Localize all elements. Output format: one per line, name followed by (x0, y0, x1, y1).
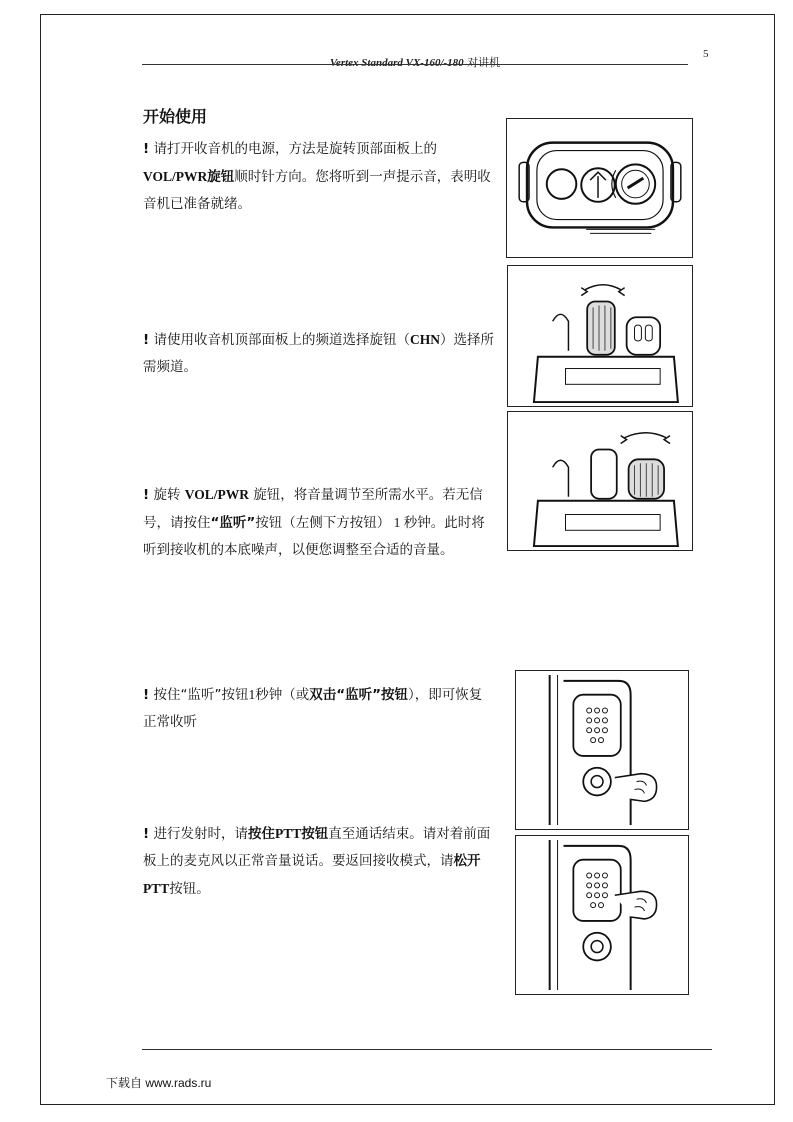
step-text: 按钮（左侧下方按钮） (255, 515, 391, 531)
step-text: 顺时针方向。您将听到一声提示音，表明收音机已准备就绪。 (143, 169, 491, 212)
step-text: 按钮。 (169, 881, 210, 897)
top-panel-illustration (507, 119, 692, 257)
step-text: 进行发射时，请 (149, 826, 248, 842)
step-text: VOL/PWR (143, 169, 208, 184)
step-text: PTT (143, 881, 170, 896)
step-text: 旋钮，将音量调节至所需水平。若无信号，请按住 (143, 487, 483, 531)
step-text: ），即可恢复正常收听 (143, 687, 483, 730)
figure-monitor-button (515, 670, 689, 830)
header-rule (142, 64, 688, 65)
section-title: 开始使用 (143, 107, 208, 126)
figure-top-panel (506, 118, 693, 258)
page-number: 5 (703, 48, 709, 60)
step-volume-adjust (143, 481, 495, 564)
step-text: 请使用收音机顶部面板上的频道选择旋钮（ (149, 332, 410, 348)
header-model: Vertex Standard VX-160/-180 (329, 57, 464, 69)
figure-volume-knob (507, 411, 693, 551)
step-text: 旋钮 (207, 169, 235, 185)
ptt-button-illustration (516, 836, 688, 994)
step-bullet: ! (143, 332, 150, 348)
step-monitor-hold (143, 681, 495, 736)
step-text: 双击“监听”按钮 (309, 687, 408, 703)
monitor-button-illustration (516, 671, 688, 829)
step-transmit (143, 820, 495, 903)
step-text: 秒钟。此时将听到接收机的本底噪声，以便您调整至合适的音量。 (143, 515, 485, 558)
step-text: 按住 (247, 826, 275, 842)
header-suffix: 对讲机 (463, 56, 501, 69)
footer-source: 下载自 www.rads.ru (106, 1076, 212, 1090)
figure-channel-knob (507, 265, 693, 407)
footer-rule (142, 1049, 712, 1050)
step-bullet: ! (143, 487, 150, 503)
step-text: 松开 (453, 853, 481, 869)
step-bullet: ! (143, 826, 150, 842)
figure-ptt-button (515, 835, 689, 995)
step-text: 请打开收音机的电源，方法是旋转顶部面板上的 (149, 141, 437, 157)
step-text: “监听” (210, 515, 256, 531)
step-text: ）选择所需频道。 (143, 332, 494, 375)
step-channel-select (143, 326, 495, 381)
step-text: 1 (248, 687, 256, 702)
step-text: VOL/PWR (184, 487, 249, 502)
step-text: 按钮 (301, 826, 329, 842)
step-text: 直至通话结束。请对着前面板上的麦克风以正常音量说话。要返回接收模式，请 (143, 826, 491, 869)
channel-knob-illustration (508, 266, 692, 406)
step-power-on (143, 136, 495, 218)
step-text: 按住“监听”按钮 (149, 687, 249, 703)
step-text: 1 (390, 515, 404, 530)
volume-knob-illustration (508, 412, 692, 550)
step-text: 秒钟（或 (255, 687, 310, 703)
step-bullet: ! (143, 687, 150, 703)
step-text: CHN (409, 332, 440, 347)
running-header (142, 54, 688, 70)
step-bullet: ! (143, 141, 150, 157)
step-text: PTT (274, 826, 302, 841)
step-text: 旋转 (149, 487, 185, 503)
